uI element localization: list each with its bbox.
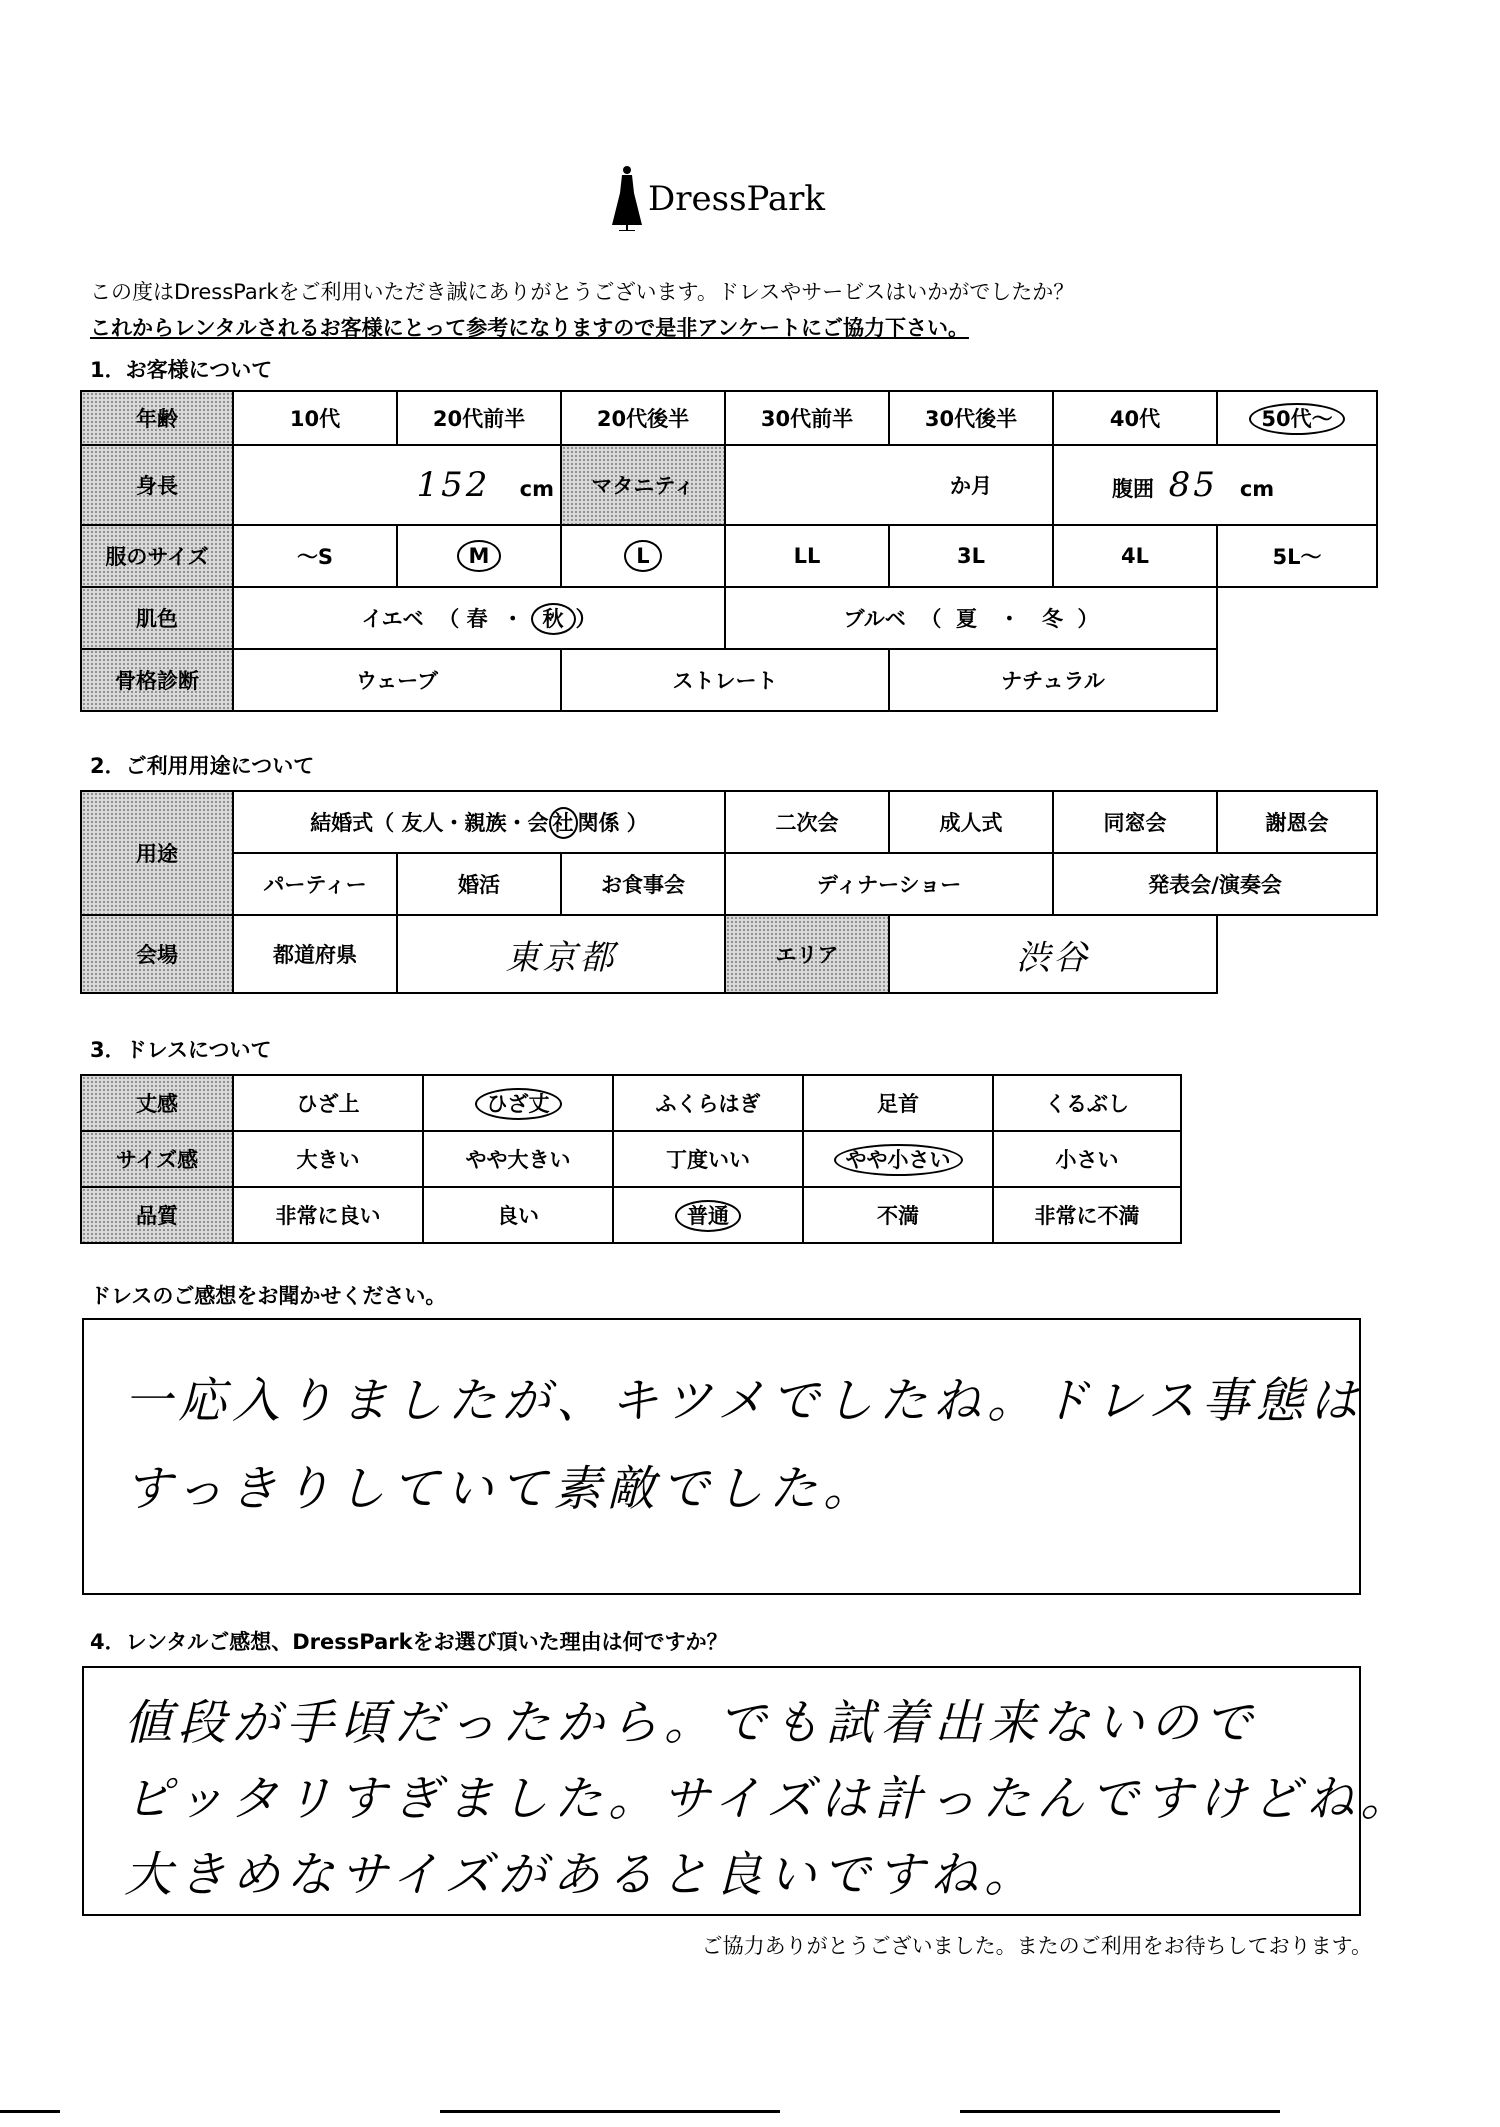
yellow-base-options[interactable] [233,587,725,649]
length-option[interactable]: ふくらはぎ [613,1075,803,1131]
wedding-option[interactable] [233,791,725,853]
size-circle-m: M [457,540,502,572]
bottom-rule [440,2110,780,2113]
purpose-row-2 [81,853,1377,915]
wedding-suffix: 関係 ） [577,811,648,835]
yellow-base-label: イエベ [361,607,424,631]
section-1-title: 1．お客様について [90,358,273,382]
size-option[interactable]: ～S [233,525,397,587]
waist-unit: cm [1239,477,1275,501]
body-frame-row [81,649,1377,711]
spring-option[interactable]: 春 [466,607,488,631]
height-value: 152 [416,465,491,505]
reason-textbox[interactable] [82,1666,1415,1916]
quality-option[interactable]: 非常に不満 [993,1187,1181,1243]
frame-option[interactable]: ウェーブ [233,649,561,711]
impression-line-1: 一応入りましたが、キツメでしたね。ドレス事態は [124,1373,1364,1429]
blue-base-label: ブルベ [843,607,906,631]
area-field[interactable] [889,915,1217,993]
height-row [81,445,1377,525]
section-2-title: 2．ご利用用途について [90,754,315,778]
age-row [81,391,1377,445]
size-option[interactable]: LL [725,525,889,587]
size-option[interactable]: 4L [1053,525,1217,587]
intro-line-1: この度はDressParkをご利用いただき誠にありがとうございます。ドレスやサービスはいかがでしたか？ [90,280,1075,304]
maternity-field[interactable] [725,445,1053,525]
purpose-option[interactable]: 発表会/演奏会 [1053,853,1377,915]
length-option[interactable]: 足首 [803,1075,993,1131]
purpose-option[interactable]: 成人式 [889,791,1053,853]
section-4-title: 4．レンタルご感想、DressParkをお選び頂いた理由は何ですか？ [90,1630,728,1654]
age-selected-circle: 50代～ [1249,403,1344,435]
size-option[interactable]: 5L～ [1217,525,1377,587]
waist-field[interactable] [1053,445,1377,525]
quality-option[interactable]: 良い [423,1187,613,1243]
age-option[interactable]: 30代後半 [889,391,1053,445]
impression-line-2: すっきりしていて素敵でした。 [124,1461,878,1517]
age-option[interactable]: 20代後半 [561,391,725,445]
impression-title: ドレスのご感想をお聞かせください。 [90,1284,447,1308]
length-row [81,1075,1181,1131]
empty-cell [1217,587,1377,649]
body-frame-label: 骨格診断 [81,649,233,711]
purpose-option[interactable]: 婚活 [397,853,561,915]
skin-tone-label: 肌色 [81,587,233,649]
height-label: 身長 [81,445,233,525]
purpose-option[interactable]: ディナーショー [725,853,1053,915]
purpose-option[interactable]: 同窓会 [1053,791,1217,853]
size-option[interactable]: 3L [889,525,1053,587]
length-option-circled[interactable] [423,1075,613,1131]
area-value: 渋谷 [1016,937,1091,978]
bottom-rule [0,2110,60,2113]
venue-label: 会場 [81,915,233,993]
size-option-circled[interactable] [561,525,725,587]
impression-textbox[interactable] [82,1318,1364,1595]
fit-row [81,1131,1181,1187]
size-option-circled[interactable] [397,525,561,587]
blue-base-options[interactable] [725,587,1217,649]
quality-option[interactable]: 不満 [803,1187,993,1243]
age-label: 年齢 [81,391,233,445]
summer-option[interactable]: 夏 [955,607,977,631]
reason-line-1: 値段が手頃だったから。でも試着出来ないので [124,1695,1259,1751]
dress-icon [610,165,644,231]
paren-open: （ [438,607,460,631]
quality-option-circled[interactable] [613,1187,803,1243]
height-unit: cm [519,477,554,501]
age-option[interactable]: 40代 [1053,391,1217,445]
thanks-message: ご協力ありがとうございました。またのご利用をお待ちしております。 [701,1934,1372,1958]
fit-option[interactable]: 小さい [993,1131,1181,1187]
waist-value: 85 [1168,465,1218,505]
fit-option[interactable]: 大きい [233,1131,423,1187]
maternity-unit: か月 [950,474,992,498]
fit-option[interactable]: 丁度いい [613,1131,803,1187]
company-circled: 社 [549,807,578,839]
fit-selected: やや小さい [834,1144,963,1176]
fit-option[interactable]: やや大きい [423,1131,613,1187]
purpose-option[interactable]: パーティー [233,853,397,915]
customer-info-table [80,390,1378,712]
logo-text: DressPark [648,179,826,219]
skin-tone-row [81,587,1377,649]
fit-option-circled[interactable] [803,1131,993,1187]
winter-option[interactable]: 冬 [1041,607,1063,631]
intro-line-2: これからレンタルされるお客様にとって参考になりますので是非アンケートにご協力下さい。 [90,316,969,340]
empty-cell [1217,649,1377,711]
purpose-option[interactable]: 二次会 [725,791,889,853]
autumn-option-circled[interactable]: 秋 [531,603,576,635]
dress-rating-table [80,1074,1182,1244]
section-3-title: 3．ドレスについて [90,1038,272,1062]
prefecture-value: 東京都 [505,937,617,978]
age-option[interactable]: 20代前半 [397,391,561,445]
quality-selected: 普通 [675,1200,741,1232]
height-field[interactable] [233,445,561,525]
quality-row [81,1187,1181,1243]
quality-option[interactable]: 非常に良い [233,1187,423,1243]
bottom-rule [960,2110,1280,2113]
prefecture-field[interactable] [397,915,725,993]
purpose-table [80,790,1378,994]
empty-cell [1217,915,1377,993]
area-label: エリア [725,915,889,993]
venue-row [81,915,1377,993]
length-option[interactable]: ひざ上 [233,1075,423,1131]
purpose-label: 用途 [81,791,233,915]
clothing-size-row [81,525,1377,587]
paren-close: ） [1077,607,1099,631]
separator-dot: ・ [502,607,524,631]
size-circle-l: L [624,540,661,572]
frame-option[interactable]: ナチュラル [889,649,1217,711]
purpose-option[interactable]: お食事会 [561,853,725,915]
reason-line-3: 大きめなサイズがあると良いですね。 [124,1847,1039,1903]
quality-label: 品質 [81,1187,233,1243]
reason-line-2: ピッタリすぎました。サイズは計ったんですけどね。 [124,1771,1415,1827]
length-option[interactable]: くるぶし [993,1075,1181,1131]
prefecture-label: 都道府県 [233,915,397,993]
length-label: 丈感 [81,1075,233,1131]
maternity-label: マタニティ [561,445,725,525]
frame-option[interactable]: ストレート [561,649,889,711]
wedding-prefix: 結婚式（ 友人・親族・会 [310,811,549,835]
paren-close: ） [575,607,597,631]
dresspark-logo [610,165,850,245]
waist-label: 腹囲 [1112,477,1154,501]
purpose-row-1 [81,791,1377,853]
paren-open: （ [920,607,942,631]
age-option[interactable]: 10代 [233,391,397,445]
age-option-selected[interactable] [1217,391,1377,445]
age-option[interactable]: 30代前半 [725,391,889,445]
length-selected: ひざ丈 [475,1088,562,1120]
purpose-option[interactable]: 謝恩会 [1217,791,1377,853]
fit-label: サイズ感 [81,1131,233,1187]
clothing-size-label: 服のサイズ [81,525,233,587]
separator-dot: ・ [998,607,1020,631]
